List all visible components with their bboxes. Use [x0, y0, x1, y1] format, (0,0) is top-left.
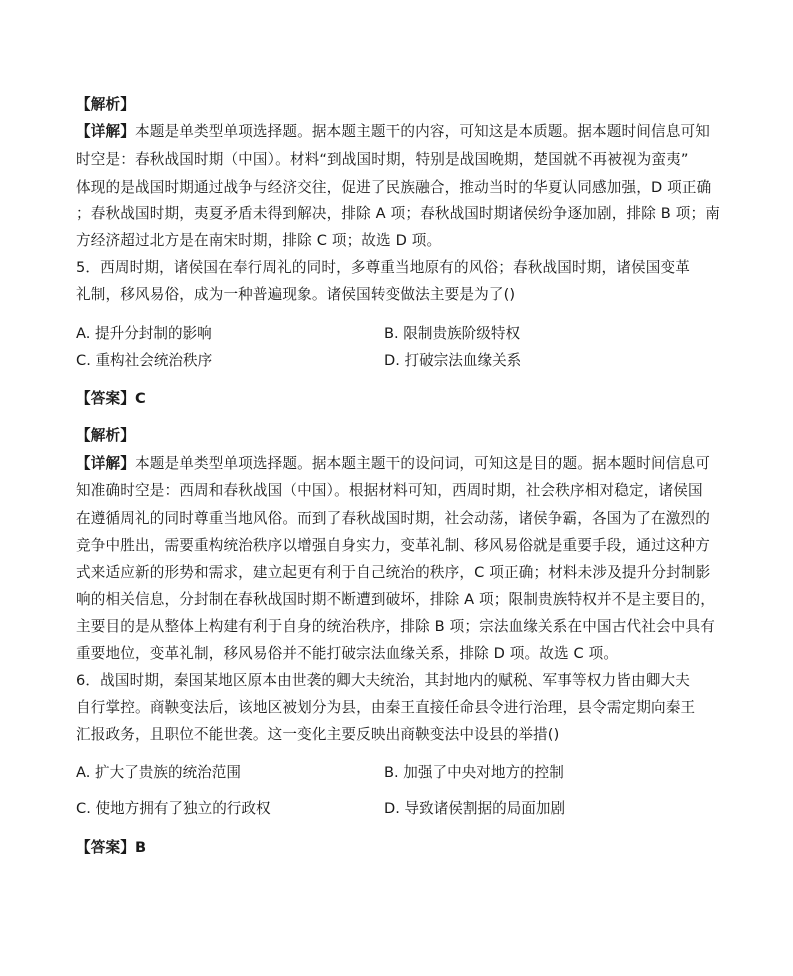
question-6-option-c: C. 使地方拥有了独立的行政权 [76, 800, 271, 817]
question-5-option-d: D. 打破宗法血缘关系 [384, 352, 522, 369]
question-6-option-b: B. 加强了中央对地方的控制 [384, 764, 564, 781]
detail-line: 时空是：春秋战国时期（中国）。材料“到战国时期，特别是战国晚期，楚国就不再被视为蛮夷” [76, 151, 689, 168]
question-5-stem: 礼制，移风易俗，成为一种普遍现象。诸侯国转变做法主要是为了() [76, 286, 516, 303]
detail-line: 竞争中胜出，需要重构统治秩序以增强自身实力，变革礼制、移风易俗就是重要手段，通过这种方 [76, 537, 710, 554]
detail-label: 【详解】 [76, 123, 135, 140]
question-5-option-a: A. 提升分封制的影响 [76, 325, 212, 342]
question-5-option-c: C. 重构社会统治秩序 [76, 352, 213, 369]
detail-line: 在遵循周礼的同时尊重当地风俗。而到了春秋战国时期，社会动荡，诸侯争霸，各国为了在激烈的 [76, 510, 710, 527]
question-6-stem: 汇报政务，且职位不能世袭。这一变化主要反映出商鞅变法中设县的举措() [76, 726, 560, 743]
question-6-answer: 【答案】B [76, 839, 147, 856]
detail-line: 式来适应新的形势和需求，建立起更有利于自己统治的秩序，C 项正确；材料未涉及提升分封制影 [76, 564, 711, 581]
question-6-stem: 自行掌控。商鞅变法后，该地区被划分为县，由秦王直接任命县令进行治理，县令需定期向秦王 [76, 699, 696, 716]
question-6-stem: 6．战国时期，秦国某地区原本由世袭的卿大夫统治，其封地内的赋税、军事等权力皆由卿大夫 [76, 672, 690, 689]
detail-line: 【详解】本题是单类型单项选择题。据本题主题干的内容，可知这是本质题。据本题时间信息可知 [76, 123, 710, 140]
question-6-option-a: A. 扩大了贵族的统治范围 [76, 764, 241, 781]
detail-line: 知准确时空是：西周和春秋战国（中国）。根据材料可知，西周时期，社会秩序相对稳定，诸侯国 [76, 482, 703, 499]
detail-line: 体现的是战国时期通过战争与经济交往，促进了民族融合，推动当时的华夏认同感加强，D 项正确 [76, 179, 712, 196]
detail-line: 主要目的是从整体上构建有利于自身的统治秩序，排除 B 项；宗法血缘关系在中国古代社会中具有 [76, 618, 715, 635]
detail-label: 【详解】 [76, 455, 135, 472]
question-5-option-b: B. 限制贵族阶级特权 [384, 325, 521, 342]
analysis-heading: 【解析】 [76, 96, 135, 113]
detail-line: 方经济超过北方是在南宋时期，排除 C 项；故选 D 项。 [76, 232, 442, 249]
analysis-heading: 【解析】 [76, 427, 135, 444]
detail-line: 响的相关信息，分封制在春秋战国时期不断遭到破坏，排除 A 项；限制贵族特权并不是主要目的， [76, 591, 715, 608]
question-5-stem: 5．西周时期，诸侯国在奉行周礼的同时，多尊重当地原有的风俗；春秋战国时期，诸侯国变革 [76, 259, 690, 276]
detail-line: 重要地位，变革礼制，移风易俗并不能打破宗法血缘关系，排除 D 项。故选 C 项。 [76, 645, 619, 662]
detail-line: 【详解】本题是单类型单项选择题。据本题主题干的设问词，可知这是目的题。据本题时间信息可 [76, 455, 710, 472]
question-6-option-d: D. 导致诸侯割据的局面加剧 [384, 800, 566, 817]
question-5-answer: 【答案】C [76, 390, 146, 407]
detail-line: ；春秋战国时期，夷夏矛盾未得到解决，排除 A 项；春秋战国时期诸侯纷争逐加剧，排除 B 项；南 [76, 205, 720, 222]
